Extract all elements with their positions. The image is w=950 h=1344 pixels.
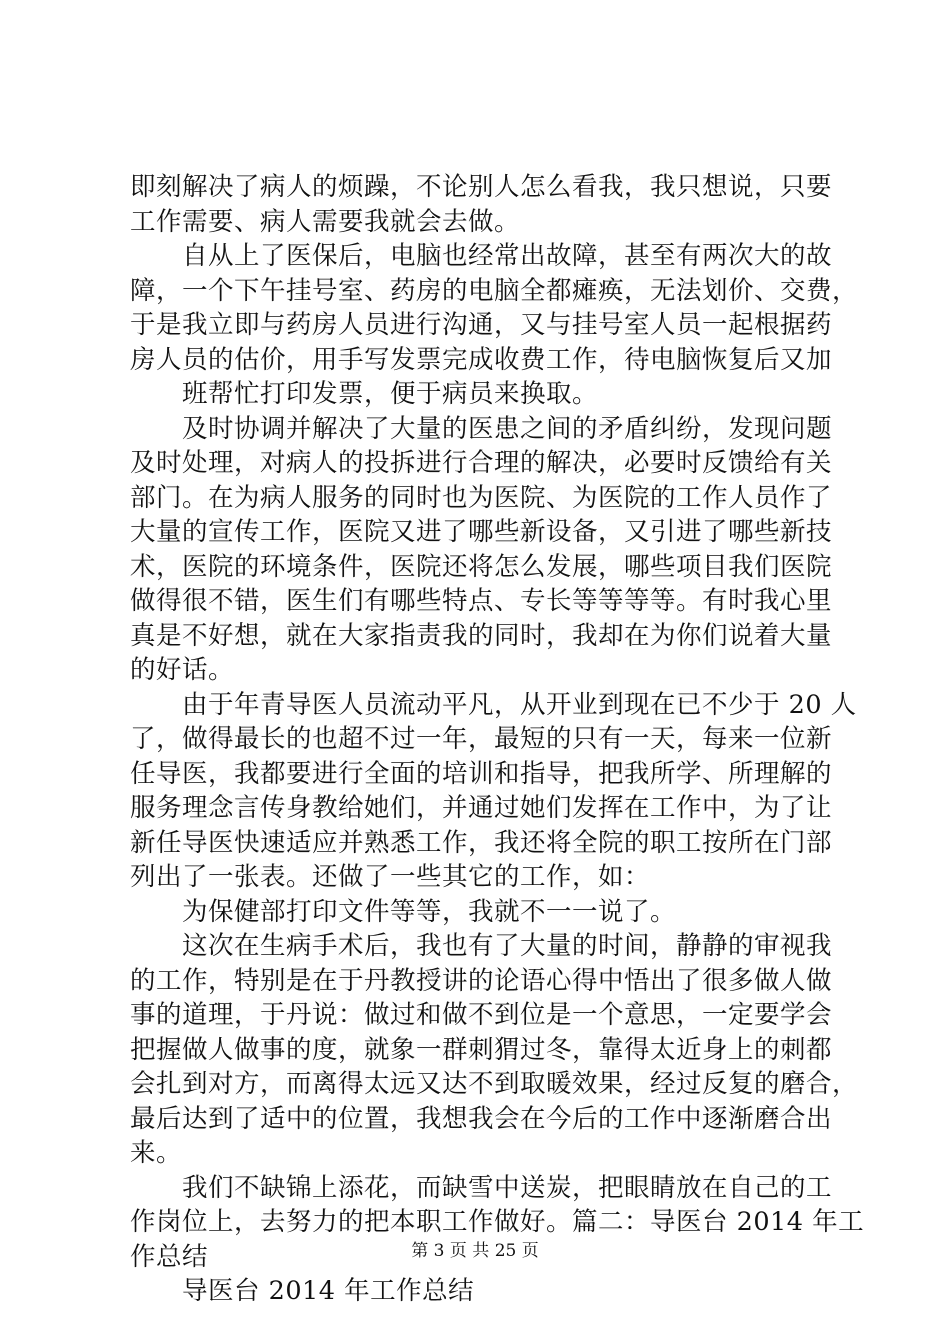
text-line: 部门。在为病人服务的同时也为医院、为医院的工作人员作了	[130, 482, 833, 513]
text-line: 任导医，我都要进行全面的培训和指导，把我所学、所理解的	[130, 758, 833, 789]
text-line: 的工作，特别是在于丹教授讲的论语心得中悟出了很多做人做	[130, 965, 833, 996]
text-line: 障，一个下午挂号室、药房的电脑全都瘫痪，无法划价、交费，	[130, 275, 859, 306]
text-line: 班帮忙打印发票，便于病员来换取。	[130, 379, 599, 409]
text-line: 来。	[130, 1138, 183, 1168]
text-line: 于是我立即与药房人员进行沟通，又与挂号室人员一起根据药	[130, 310, 833, 340]
text-line: 术，医院的环境条件，医院还将怎么发展，哪些项目我们医院	[130, 551, 833, 582]
text-line: 服务理念言传身教给她们，并通过她们发挥在工作中，为了让	[130, 793, 833, 823]
text-line: 把握做人做事的度，就象一群刺猬过冬，靠得太近身上的刺都	[130, 1034, 833, 1065]
text-line: 最后达到了适中的位置，我想我会在今后的工作中逐渐磨合出	[130, 1103, 833, 1134]
text-line: 了，做得最长的也超不过一年，最短的只有一天，每来一位新	[130, 724, 833, 754]
text-line: 这次在生病手术后，我也有了大量的时间，静静的审视我	[130, 931, 833, 961]
text-line: 导医台 2014 年工作总结	[130, 1276, 475, 1306]
text-line: 的好话。	[130, 655, 235, 685]
text-line: 做得很不错，医生们有哪些特点、专长等等等等。有时我心里	[130, 586, 833, 616]
document-body	[130, 170, 865, 1309]
text-line: 即刻解决了病人的烦躁，不论别人怎么看我，我只想说，只要	[130, 172, 833, 202]
text-line: 列出了一张表。还做了一些其它的工作，如：	[130, 862, 651, 892]
text-line: 自从上了医保后，电脑也经常出故障，甚至有两次大的故	[130, 241, 833, 271]
text-line: 会扎到对方，而离得太远又达不到取暖效果，经过反复的磨合，	[130, 1069, 859, 1099]
text-line: 及时处理，对病人的投拆进行合理的解决，必要时反馈给有关	[130, 448, 833, 478]
text-line: 为保健部打印文件等等，我就不一一说了。	[130, 896, 677, 927]
text-line: 事的道理，于丹说：做过和做不到位是一个意思，一定要学会	[130, 1000, 833, 1030]
page-footer	[0, 1240, 950, 1262]
text-line: 作岗位上，去努力的把本职工作做好。篇二：导医台 2014 年工	[130, 1207, 865, 1237]
text-line: 我们不缺锦上添花，而缺雪中送炭，把眼睛放在自己的工	[130, 1172, 833, 1203]
text-line: 作总结	[130, 1241, 209, 1272]
text-line: 大量的宣传工作，医院又进了哪些新设备，又引进了哪些新技	[130, 517, 833, 547]
text-line: 新任导医快速适应并熟悉工作，我还将全院的职工按所在门部	[130, 827, 833, 858]
text-line: 由于年青导医人员流动平凡，从开业到现在已不少于 20 人	[130, 689, 857, 720]
text-line: 及时协调并解决了大量的医患之间的矛盾纠纷，发现问题	[130, 413, 833, 444]
text-line: 房人员的估价，用手写发票完成收费工作，待电脑恢复后又加	[130, 344, 833, 375]
text-line: 工作需要、病人需要我就会去做。	[130, 206, 521, 237]
text-line: 真是不好想，就在大家指责我的同时，我却在为你们说着大量	[130, 620, 833, 651]
page-number: 第 3 页 共 25 页	[411, 1241, 539, 1261]
